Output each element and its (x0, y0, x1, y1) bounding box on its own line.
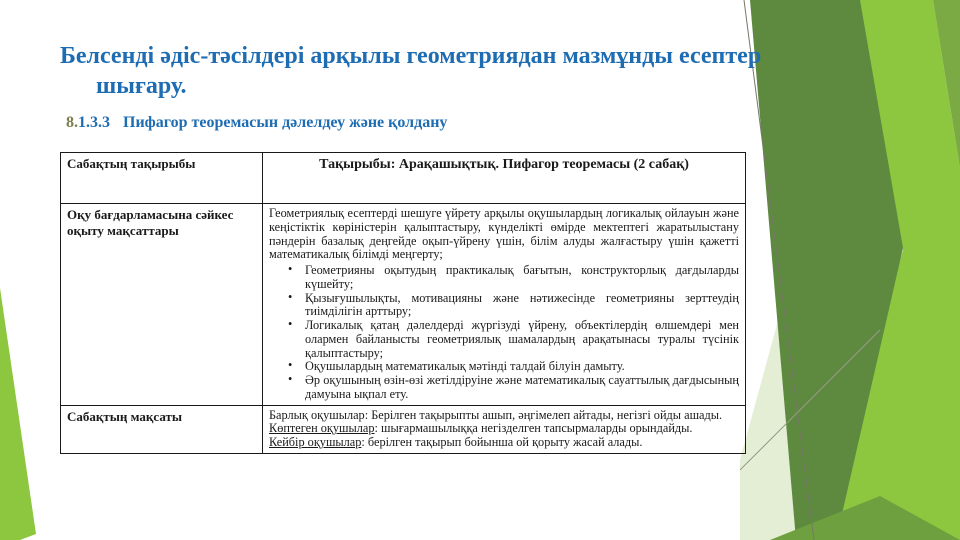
objective-text: Пифагор теоремасын дәлелдеу және қолдану (123, 114, 448, 131)
left-lime-triangle (0, 288, 36, 540)
bottom-left-green-wedge (0, 0, 40, 540)
table-row-lesson-goal (61, 405, 746, 453)
objective-code: 1.3.3 (78, 114, 110, 131)
goal-label: Кейбір оқушылар (269, 435, 362, 450)
learning-objective (66, 114, 447, 132)
row-content-cell: Тақырыбы: Арақашықтық. Пифагор теоремасы (2 сабақ) (263, 153, 746, 204)
objectives-intro: Геометриялық есептерді шешуге үйрету арқылы оқушылардың логикалық ойлауын және кеңістіктік көріністерін қалыптастыру, күнделікті өмірде мектептегі жаратылыстану пәндерін базалық деңгейде оқып-үйрену үшін, білім алуды жалғастыру үшін қажетті математикалық білімді меңгерту; (269, 206, 739, 262)
slide-title (60, 42, 802, 102)
lesson-plan-table (60, 152, 746, 454)
goal-line (269, 409, 739, 423)
bullet-item: • Оқушылардың математикалық мәтінді талдай білуін дамыту. (305, 360, 739, 374)
table-row-topic (61, 153, 746, 204)
goal-text: : берілген тақырып бойынша ой қорыту жасай алады. (361, 435, 643, 450)
objectives-bullet-list (269, 264, 739, 402)
row-header-cell: Сабақтың мақсаты (61, 405, 263, 453)
objective-code-prefix: 8. (66, 114, 78, 131)
goal-line (269, 422, 739, 436)
row-content-cell (263, 405, 746, 453)
goal-label: Көптеген оқушылар (269, 421, 375, 436)
bullet-item: • Қызығушылықты, мотивацияны және нәтижесінде геометрияны зерттеудің тиімділігін арттыру; (305, 292, 739, 320)
goal-line (269, 436, 739, 450)
goal-text: : Берілген тақырыпты ашып, әңгімелеп айтады, негізгі ойды ашады. (364, 407, 723, 422)
title-line-2: шығару. (96, 72, 187, 99)
goal-label: Барлық оқушылар (269, 407, 365, 422)
row-header-cell: Оқу бағдарламасына сәйкес оқыту мақсаттары (61, 204, 263, 406)
title-line-1: Белсенді әдіс-тәсілдері арқылы геометриядан мазмұнды есептер (60, 43, 762, 69)
row-header-cell: Сабақтың тақырыбы (61, 153, 263, 204)
bullet-item: • Логикалық қатаң дәлелдерді жүргізуді үйрену, объектілердің өлшемдері мен олармен байланысты геометриялық шамалардың арақатынасы туралы түсінік қалыптастыру; (305, 319, 739, 360)
bullet-item: • Әр оқушының өзін-өзі жетілдіруіне және математикалық сауаттылық дағдысының дамуына ықпал ету. (305, 374, 739, 402)
table-row-curriculum-goals (61, 204, 746, 406)
bullet-item: • Геометрияны оқытудың практикалық бағытын, конструкторлық дағдыларды күшейту; (305, 264, 739, 292)
goal-text: : шығармашылыққа негізделген тапсырмаларды орындайды. (374, 421, 693, 436)
row-content-cell (263, 204, 746, 406)
